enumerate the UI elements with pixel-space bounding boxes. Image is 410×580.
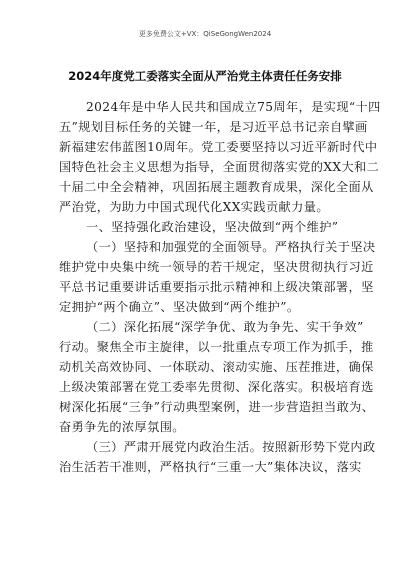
paragraph-line: 平总书记重要讲话重要指示批示精神和上级决策部署，坚 [59, 280, 374, 294]
paragraph-line: 奋勇争先的浓厚氛围。 [59, 420, 185, 434]
paragraph-line: 2024年是中华人民共和国成立75周年，是实现“十四 [86, 100, 381, 114]
paragraph-line: 定拥护“两个确立”、坚决做到“两个维护”。 [59, 300, 300, 314]
paragraph-line: （二）深化拓展“深学争优、敢为争先、实干争效” [86, 320, 364, 334]
header-note: 更多免费公文+VX：QiSeGongWen2024 [138, 30, 272, 38]
paragraph-line: 治生活若干准则，严格执行“三重一大”集体决议，落实 [59, 460, 362, 474]
paragraph-line: 树深化拓展“三争”行动典型案例，进一步营造担当敢为、 [59, 400, 375, 414]
paragraph-line: 行动。聚焦全市主旋律，以一批重点专项工作为抓手，推 [59, 340, 374, 354]
paragraph-line: 新福建宏伟蓝图10周年。党工委要坚持以习近平新时代中 [59, 140, 378, 154]
paragraph-line: （三）严肃开展党内政治生活。按照新形势下党内政 [86, 440, 376, 454]
paragraph-line: 上级决策部署在党工委率先贯彻、深化落实。积极培育选 [59, 380, 374, 394]
document-title: 2024年度党工委落实全面从严治党主体责任任务安排 [68, 69, 342, 83]
paragraph-line: （一）坚持和加强党的全面领导。严格执行关于坚决 [86, 240, 376, 254]
paragraph-line: 国特色社会主义思想为指导，全面贯彻落实党的XX大和二 [59, 160, 380, 174]
paragraph-line: 五”规划目标任务的关键一年，是习近平总书记亲自擘画 [59, 120, 368, 134]
paragraph-line: 维护党中央集中统一领导的若干规定，坚决贯彻执行习近 [59, 260, 374, 274]
paragraph-line: 严治党，为助力中国式现代化XX实践贡献力量。 [59, 200, 329, 214]
section-heading: 一、坚持强化政治建设，坚决做到“两个维护” [86, 220, 339, 234]
paragraph-line: 动机关高效协同、一体联动、滚动实施、压茬推进，确保 [59, 360, 374, 374]
paragraph-line: 十届二中全会精神，巩固拓展主题教育成果，深化全面从 [59, 180, 374, 194]
document-body [59, 97, 381, 477]
